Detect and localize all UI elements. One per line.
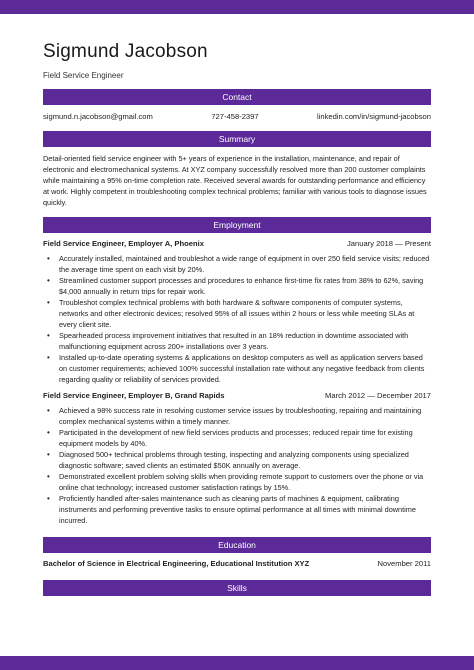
job-bullet: • Installed up-to-date operating systems & applications on desktop computers as well as application servers based on customer requirements; achieved 100% successful installation rate without any negative feedback from clients regarding quality or reliability of services provided. [43,352,431,385]
education-entry [43,559,431,569]
skills-section-heading: Skills [43,580,431,596]
summary-section-heading: Summary [43,131,431,147]
job-bullet: • Proficiently handled after-sales maintenance such as cleaning parts of machines & equipment, calibrating instruments and performing preventive tasks to ensure optimal performance at all times with minimal downtime incurred. [43,493,431,526]
employment-section-heading: Employment [43,217,431,233]
education-date: November 2011 [377,559,431,568]
job-bullet: • Achieved a 98% success rate in resolving customer service issues by troubleshooting, repairing and maintaining complex mechanical systems within a timely manner. [43,405,431,427]
job-bullet: • Troubleshot complex technical problems with both hardware & software components of computer systems, networks and other electronic devices; resolved 95% of all issues within 2 hours or less while meeting SLAs at every client site. [43,297,431,330]
job-bullet: • Streamlined customer support processes and procedures to enhance first-time fix rates from 38% to 62%, saving $4,000 annually in return trips for repair work. [43,275,431,297]
summary-text: Detail-oriented field service engineer with 5+ years of experience in the installation, maintenance, and repair of electronic and electromechanical systems. At XYZ company successfully resolved more than 200 customer complaints while maintaining a 95% on-time completion rate. Received several awards for outstanding performance and efficiency at work. Highly competent in troubleshooting complex technical problems; familiar with various tools to diagnose issues quickly. [43,154,427,207]
job-role: Field Service Engineer, Employer B, Grand Rapids [43,391,225,400]
contact-section-heading: Contact [43,89,431,105]
contact-row [43,112,431,122]
contact-phone[interactable]: 727-458-2397 [211,112,259,121]
job-role: Field Service Engineer, Employer A, Phoenix [43,239,204,248]
top-accent-bar [0,0,474,14]
job-header [43,239,431,249]
job-bullet-list [43,405,431,526]
job-dates: March 2012 — December 2017 [325,391,431,400]
job-bullet-list [43,253,431,385]
job-bullet: • Demonstrated excellent problem solving skills when providing remote support to customers over the phone or via online chat technology; increased customer satisfaction ratings by 15%. [43,471,431,493]
education-section-heading: Education [43,537,431,553]
job-bullet: • Accurately installed, maintained and troubleshot a wide range of equipment in over 250 field service visits; reduced the average time spent on each visit by 20%. [43,253,431,275]
job-bullet: • Diagnosed 500+ technical problems through testing, inspecting and analyzing components using specialized diagnostic software; saved clients an estimated $50K annually on average. [43,449,431,471]
job-bullet: • Spearheaded process improvement initiatives that resulted in an 18% reduction in downtime associated with malfunctioning equipment across 200+ installations over 3 years. [43,330,431,352]
candidate-name: Sigmund Jacobson [43,41,208,62]
resume-page [43,40,431,596]
education-degree: Bachelor of Science in Electrical Engineering, Educational Institution XYZ [43,559,310,568]
contact-linkedin[interactable]: linkedin.com/in/sigmund-jacobson [317,112,431,121]
contact-email[interactable]: sigmund.n.jacobson@gmail.com [43,112,153,121]
candidate-job-title: Field Service Engineer [43,71,124,80]
job-entry [43,391,431,526]
job-dates: January 2018 — Present [346,239,431,248]
bottom-accent-bar [0,656,474,670]
job-entry [43,239,431,385]
job-header [43,391,431,401]
job-bullet: • Participated in the development of new field services products and processes; reduced repair time for existing equipment models by 40%. [43,427,431,449]
